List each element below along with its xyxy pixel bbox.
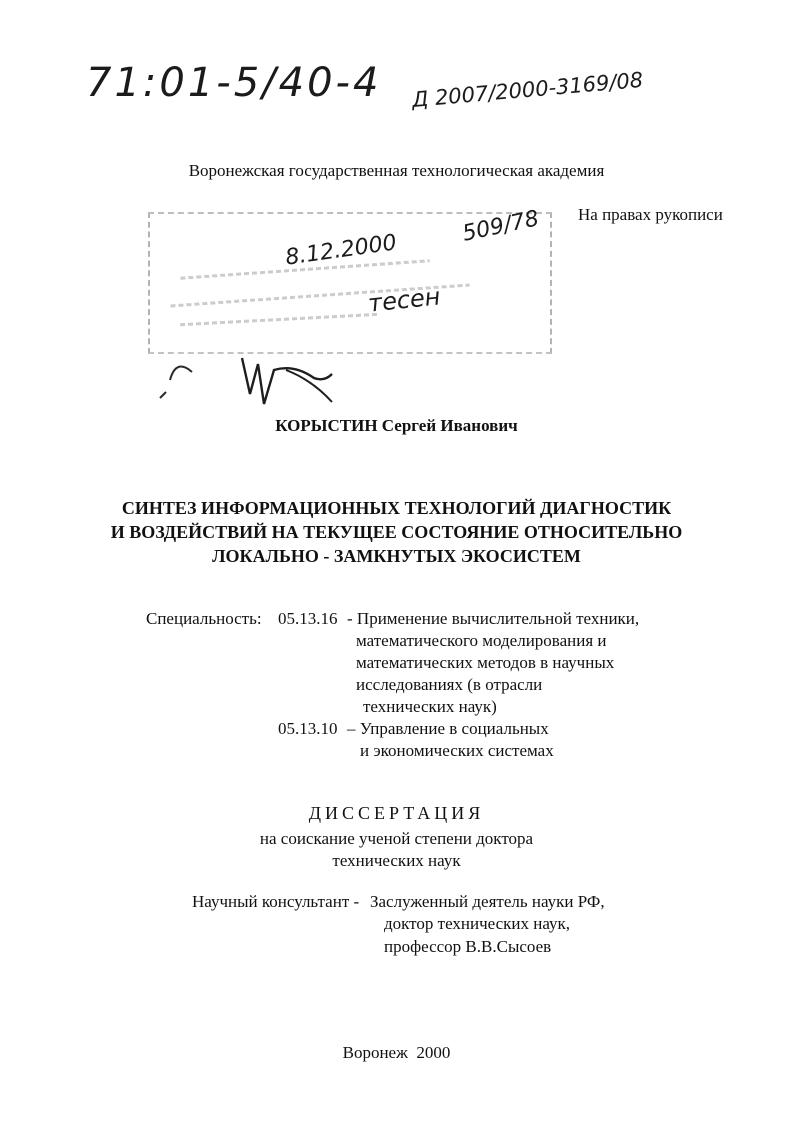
specialty-1-code: 05.13.16 (278, 609, 338, 628)
author-name: КОРЫСТИН Сергей Иванович (275, 416, 518, 435)
stamp-word-handwritten: тесен (366, 282, 442, 318)
title-line: И ВОЗДЕЙСТВИЙ НА ТЕКУЩЕЕ СОСТОЯНИЕ ОТНОСИТЕЛЬНО (110, 522, 683, 542)
consultant-line: Заслуженный деятель науки РФ, (370, 892, 605, 911)
dissertation-title (0, 496, 793, 568)
city-year: Воронеж 2000 (342, 1043, 451, 1062)
degree-line-2: технических наук (332, 851, 461, 870)
stamp-ref-handwritten: 509/78 (460, 206, 542, 247)
specialty-2-line: – Управление в социальных (347, 719, 549, 738)
consultant-label: Научный консультант - (192, 892, 360, 911)
stamp-date-handwritten: 8.12.2000 (283, 230, 399, 271)
registration-number-handwritten: Д 2007/2000-3169/08 (410, 67, 645, 112)
title-line: СИНТЕЗ ИНФОРМАЦИОННЫХ ТЕХНОЛОГИЙ ДИАГНОСТИК (121, 498, 672, 518)
specialty-1-line: математических методов в научных (356, 653, 615, 672)
archive-number-handwritten: 71:01-5/40-4 (86, 60, 382, 106)
institution-name: Воронежская государственная технологическая академия (188, 161, 605, 180)
rights-notice: На правах рукописи (578, 205, 723, 224)
degree-line-1: на соискание ученой степени доктора (259, 829, 534, 848)
consultant-line: профессор В.В.Сысоев (384, 937, 552, 956)
specialty-1-line: технических наук) (363, 697, 497, 716)
consultant-line: доктор технических наук, (384, 914, 571, 933)
specialty-2-line: и экономических системах (360, 741, 554, 760)
specialty-1-line: исследованиях (в отрасли (356, 675, 543, 694)
specialty-label: Специальность: (146, 609, 262, 628)
specialty-1-line: математического моделирования и (356, 631, 607, 650)
specialty-1-line: - Применение вычислительной техники, (347, 609, 640, 628)
signature (140, 340, 380, 420)
title-line: ЛОКАЛЬНО - ЗАМКНУТЫХ ЭКОСИСТЕМ (212, 546, 581, 566)
dissertation-heading: ДИССЕРТАЦИЯ (308, 803, 485, 823)
specialty-2-code: 05.13.10 (278, 719, 338, 738)
